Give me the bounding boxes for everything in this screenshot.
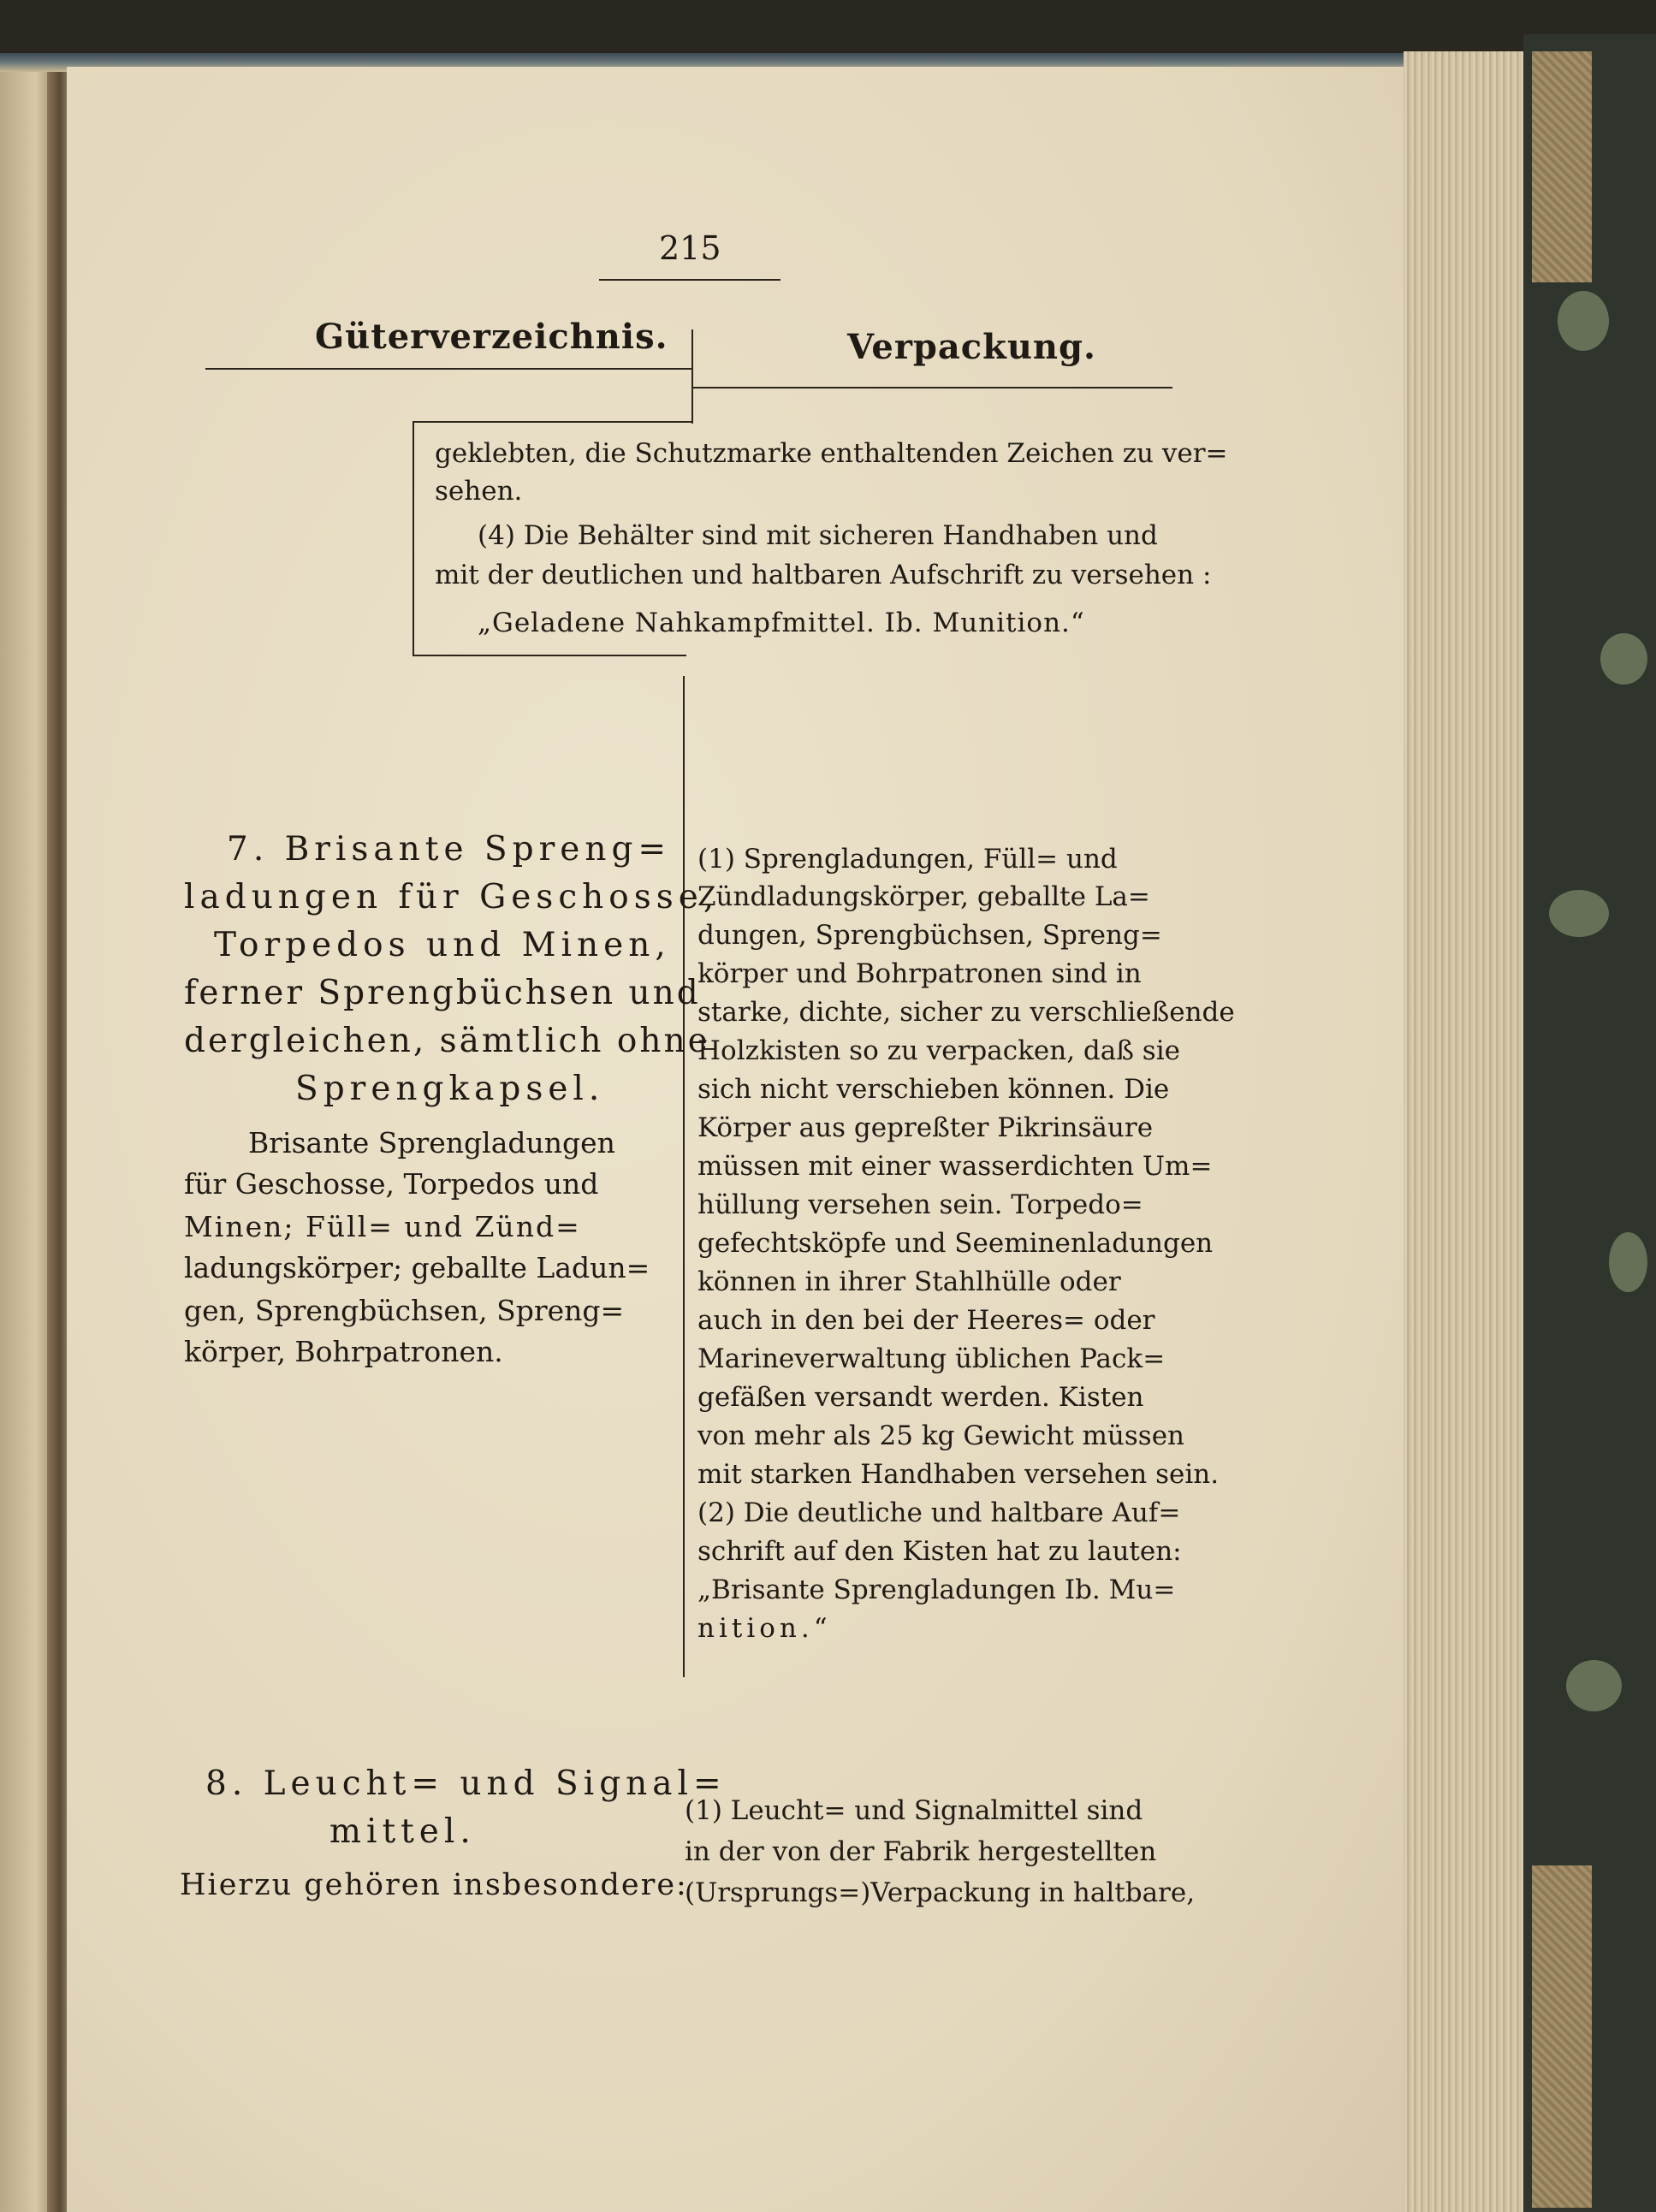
header-right: Verpackung. — [847, 327, 1096, 367]
cover-cloth-top — [1532, 51, 1592, 282]
entry7-sub-line: gen, Sprengbüchsen, Spreng= — [184, 1294, 625, 1327]
top-block-line: geklebten, die Schutzmarke enthaltenden Zeichen zu ver= — [435, 438, 1228, 469]
entry7-sub-line: ladungskörper; geballte Ladun= — [184, 1251, 650, 1284]
entry7-packing-line: mit starken Handhaben versehen sein. — [697, 1459, 1220, 1490]
entry7-packing-line: (1) Sprengladungen, Füll= und — [697, 844, 1118, 875]
entry7-sub-line: für Geschosse, Torpedos und — [184, 1167, 599, 1201]
top-block-line: (4) Die Behälter sind mit sicheren Handhaben und — [478, 520, 1158, 551]
entry7-packing-line: körper und Bohrpatronen sind in — [697, 958, 1142, 989]
column-divider — [683, 676, 685, 1677]
entry7-packing-line: „Brisante Sprengladungen Ib. Mu= — [697, 1574, 1176, 1605]
entry8-title-line: 8. Leucht= und Signal= — [205, 1764, 727, 1803]
top-block-line: mit der deutlichen und haltbaren Aufschrift zu versehen : — [435, 560, 1212, 590]
entry7-packing-line: müssen mit einer wasserdichten Um= — [697, 1151, 1213, 1182]
header-left: Güterverzeichnis. — [315, 317, 668, 357]
entry7-title-line: Sprengkapsel. — [295, 1070, 605, 1108]
entry7-packing-line: sich nicht verschieben können. Die — [697, 1074, 1170, 1105]
entry7-sub-line: Minen; Füll= und Zünd= — [184, 1210, 581, 1243]
entry7-packing-line: gefäßen versandt werden. Kisten — [697, 1382, 1144, 1413]
entry7-packing-line: Zündladungskörper, geballte La= — [697, 881, 1150, 912]
entry7-packing-line: (2) Die deutliche und haltbare Auf= — [697, 1497, 1181, 1528]
entry7-packing-line: dungen, Sprengbüchsen, Spreng= — [697, 920, 1162, 951]
box-top-rule — [414, 421, 692, 423]
entry7-packing-line: starke, dichte, sicher zu verschließende — [697, 997, 1235, 1028]
entry7-packing-line: Körper aus gepreßter Pikrinsäure — [697, 1112, 1154, 1143]
entry7-packing-line: Marineverwaltung üblichen Pack= — [697, 1343, 1166, 1374]
header-rule-left — [205, 368, 693, 370]
entry7-packing-line: schrift auf den Kisten hat zu lauten: — [697, 1536, 1182, 1567]
entry8-sub-line: Hierzu gehören insbesondere: — [180, 1868, 688, 1902]
page-number: 215 — [659, 229, 721, 267]
entry8-packing-line: (1) Leucht= und Signalmittel sind — [685, 1795, 1143, 1826]
entry7-packing-line: nition.“ — [697, 1613, 832, 1644]
entry7-packing-line: gefechtsköpfe und Seeminenladungen — [697, 1228, 1214, 1259]
entry7-packing-line: hüllung versehen sein. Torpedo= — [697, 1189, 1143, 1220]
box-bottom-rule — [413, 655, 686, 656]
box-left-rule — [413, 421, 414, 656]
top-block-line: „Geladene Nahkampfmittel. Ib. Munition.“ — [478, 608, 1085, 638]
entry8-packing-line: in der von der Fabrik hergestellten — [685, 1836, 1157, 1867]
entry7-packing-line: auch in den bei der Heeres= oder — [697, 1305, 1155, 1336]
entry8-title-line: mittel. — [329, 1812, 476, 1851]
page-edges — [1404, 51, 1523, 2212]
entry7-packing-line: können in ihrer Stahlhülle oder — [697, 1266, 1121, 1297]
top-block-line: sehen. — [435, 476, 523, 507]
cover-cloth-bottom — [1532, 1865, 1592, 2208]
entry7-title-line: 7. Brisante Spreng= — [227, 830, 672, 869]
header-rule-right — [693, 387, 1172, 388]
header-divider — [691, 329, 693, 424]
entry7-sub-line: körper, Bohrpatronen. — [184, 1335, 503, 1368]
page-number-rule — [599, 279, 781, 281]
entry7-title-line: ferner Sprengbüchsen und — [184, 974, 701, 1012]
entry7-packing-line: Holzkisten so zu verpacken, daß sie — [697, 1035, 1180, 1066]
entry7-packing-line: von mehr als 25 kg Gewicht müssen — [697, 1420, 1185, 1451]
entry8-packing-line: (Ursprungs=)Verpackung in haltbare, — [685, 1877, 1196, 1908]
entry7-title-line: dergleichen, sämtlich ohne — [184, 1022, 710, 1060]
entry7-sub-line: Brisante Sprengladungen — [248, 1126, 615, 1159]
entry7-title-line: ladungen für Geschosse, — [184, 878, 720, 916]
entry7-title-line: Torpedos und Minen, — [214, 926, 671, 964]
